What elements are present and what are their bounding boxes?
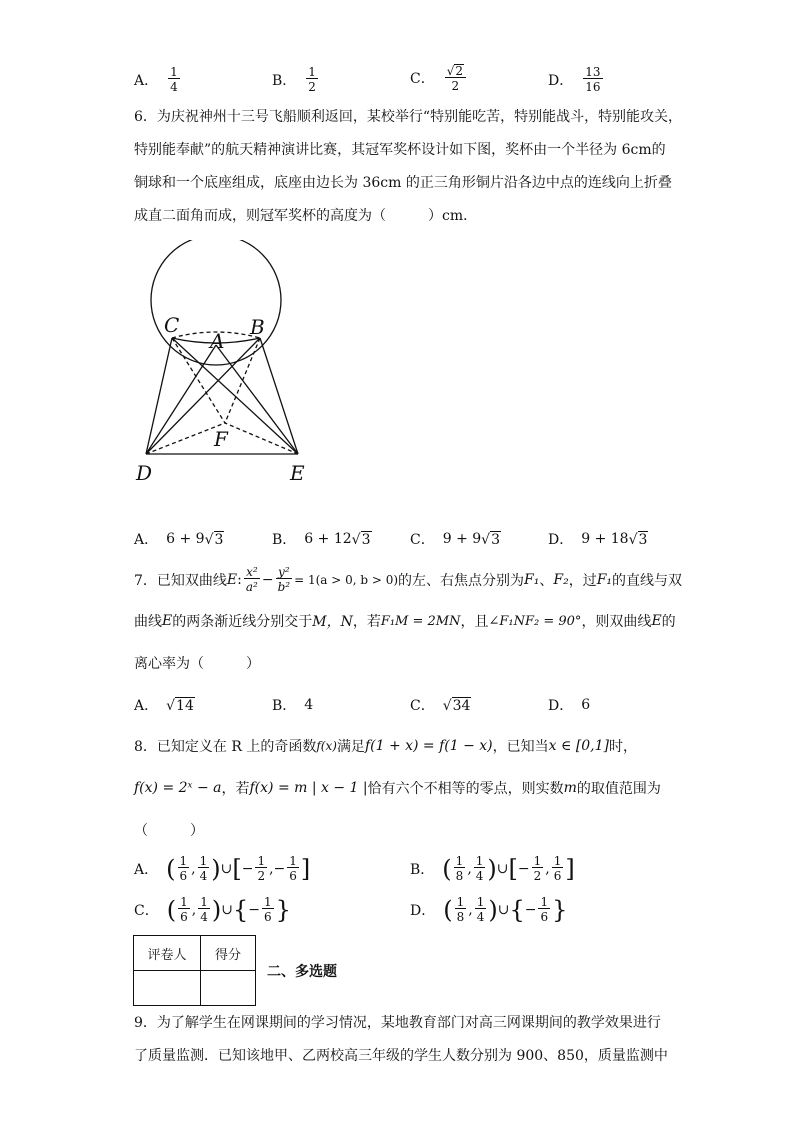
math-e: E <box>651 613 662 629</box>
math-m: m <box>563 780 577 796</box>
denominator: b² <box>277 580 291 594</box>
union: ∪ <box>496 860 509 877</box>
q6-line-3: 铜球和一个底座组成，底座由边长为 36cm 的正三角形铜片沿各边中点的连线向上折叠 <box>134 175 672 191</box>
denominator: 6 <box>180 910 188 924</box>
q6-line-4: 成直二面角而成，则冠军奖杯的高度为（ ）cm． <box>134 208 478 224</box>
fraction <box>306 66 318 93</box>
minus: − <box>273 860 286 877</box>
option-letter: D． <box>548 72 574 89</box>
option-letter: A． <box>134 698 159 714</box>
q8-option-d: D． ( $\frac{1}{8}$ , $\frac{1}{4}$ ) ∪ { − $\frac{1}{6}$ } <box>410 895 568 924</box>
paren-open: ( <box>442 854 452 883</box>
union: ∪ <box>220 860 233 877</box>
text: 的左、右焦点分别为 <box>398 572 525 589</box>
radicand: 14 <box>176 697 194 714</box>
radicand: 34 <box>452 697 471 714</box>
text: 满足 <box>336 739 365 755</box>
edge-bf <box>225 338 260 423</box>
paren-open: ( <box>166 854 176 883</box>
q6-line-1: 6．为庆祝神州十三号飞船顺利返回，某校举行“特别能吃苦，特别能战斗，特别能攻关， <box>134 109 683 125</box>
fraction <box>198 896 210 923</box>
text: ，已知当 <box>492 739 549 755</box>
fraction <box>583 66 602 93</box>
numerator: 1 <box>289 854 297 868</box>
option-text: 6 + 12 <box>304 531 352 547</box>
q6-option-a <box>134 529 224 549</box>
q5-option-a <box>134 66 182 93</box>
minus: − <box>524 901 537 918</box>
brace-open: { <box>509 895 525 924</box>
text: 的直线与双 <box>612 572 683 589</box>
option-letter: D． <box>410 902 436 919</box>
text: 的 <box>661 614 676 630</box>
equation: f(1 + x) = f(1 − x) <box>364 738 493 754</box>
denominator: 2 <box>533 869 542 883</box>
numerator: x² <box>246 565 258 579</box>
section-title: 二、多选题 <box>267 964 337 980</box>
minus: − <box>517 860 530 877</box>
text: ，且 <box>460 614 489 630</box>
denominator: 6 <box>263 910 272 924</box>
q7-option-a <box>134 695 195 715</box>
text: 8．已知定义在 R 上的奇函数 <box>134 739 317 755</box>
numerator: 1 <box>199 854 208 868</box>
fraction-x <box>244 566 260 593</box>
bracket-close: ] <box>300 854 311 883</box>
text: 恰有六个不相等的零点，则实数 <box>367 781 564 797</box>
sqrt-sign: √ 3 <box>204 531 224 548</box>
fraction <box>178 896 190 923</box>
grader-cell <box>134 971 201 1006</box>
brace-open: { <box>232 895 249 924</box>
trophy-figure <box>130 240 330 490</box>
label-a: A <box>210 329 225 353</box>
radicand: 3 <box>214 531 224 548</box>
fraction <box>445 64 466 92</box>
q7-line-3: 离心率为（ ） <box>134 656 260 672</box>
equation: f(x) = 2ˣ − a <box>134 780 222 796</box>
fraction <box>178 855 190 882</box>
paren-open: ( <box>166 895 177 924</box>
paren-close: ) <box>487 854 497 883</box>
label-f: F <box>214 427 228 451</box>
math-mn: M，N <box>312 614 353 630</box>
q7-option-c <box>410 695 471 715</box>
minus: − <box>248 901 260 918</box>
q7-option-d <box>548 695 590 715</box>
grader-header: 评卷人 <box>134 936 201 971</box>
q6-option-b <box>272 529 372 549</box>
text: ，若 <box>221 781 250 797</box>
q7-line-2 <box>134 611 676 631</box>
option-letter: D． <box>548 698 574 714</box>
radicand: 3 <box>491 531 501 548</box>
radicand: 3 <box>361 531 371 548</box>
option-letter: C． <box>410 698 435 714</box>
denominator: 16 <box>585 80 601 94</box>
q8-option-b: B． ( $\frac{1}{8}$ , $\frac{1}{4}$ ) ∪ [ − $\frac{1}{2}$ , $\frac{1}{6}$ ] <box>410 854 575 883</box>
bracket-open: [ <box>508 854 518 883</box>
text: 曲线 <box>134 614 162 630</box>
paren-open: ( <box>443 895 453 924</box>
option-letter: D． <box>548 532 574 548</box>
sqrt-sign: √ 34 <box>442 697 471 714</box>
option-letter: B． <box>272 698 297 714</box>
fraction <box>455 896 467 923</box>
math-f1: F₁ <box>596 571 613 588</box>
numerator: y² <box>278 565 290 579</box>
numerator: 1 <box>180 895 188 909</box>
numerator: 1 <box>456 895 465 909</box>
label-c: C <box>164 313 180 337</box>
q9-line-1: 9．为了解学生在网课期间的学习情况，某地教育部门对高三网课期间的教学效果进行 <box>134 1015 661 1031</box>
brace-close: } <box>552 895 568 924</box>
fraction <box>262 896 274 923</box>
numerator: 1 <box>170 65 178 79</box>
text: 的取值范围为 <box>576 781 661 797</box>
minus: − <box>261 571 274 588</box>
option-text: 9 + 9 <box>442 531 482 547</box>
text: ，若 <box>352 614 381 630</box>
q8-option-a: A． ( $\frac{1}{6}$ , $\frac{1}{4}$ ) ∪ [ − $\frac{1}{2}$ , − $\frac{1}{6}$ ] <box>134 854 311 883</box>
paren-close: ) <box>211 895 222 924</box>
option-letter: C． <box>134 902 159 919</box>
equation: f(x) = m | x − 1 | <box>249 780 368 796</box>
numerator: 13 <box>585 65 601 79</box>
text: 、 <box>539 572 554 589</box>
option-letter: A． <box>134 532 159 548</box>
text: 7．已知双曲线 <box>134 572 227 589</box>
fraction <box>538 896 550 923</box>
option-text: 9 + 18 <box>581 531 629 547</box>
fraction <box>168 66 180 93</box>
denominator: 4 <box>475 869 484 883</box>
q5-option-d <box>548 66 605 93</box>
q7-option-b <box>272 695 313 715</box>
minus: − <box>241 860 254 877</box>
domain: x ∈ [0,1] <box>548 738 610 754</box>
angle-equation: ∠F₁NF₂ = 90° <box>488 613 582 629</box>
denominator: 4 <box>200 910 208 924</box>
numerator <box>445 64 466 78</box>
numerator: 1 <box>200 895 208 909</box>
brace-close: } <box>275 895 291 924</box>
sqrt-sign: √ 3 <box>351 531 371 548</box>
radicand: 3 <box>638 531 648 548</box>
sqrt-sign: √ 14 <box>166 697 194 714</box>
paren-close: ) <box>488 895 498 924</box>
numerator: 1 <box>257 854 266 868</box>
fraction <box>475 896 487 923</box>
q6-option-d <box>548 529 648 549</box>
text: ，则双曲线 <box>581 614 652 630</box>
label-b: B <box>250 315 265 339</box>
fraction <box>255 855 267 882</box>
option-letter: C． <box>410 532 435 548</box>
edge-da <box>146 345 216 454</box>
bracket-open: [ <box>232 854 242 883</box>
q7-line-1 <box>134 566 682 593</box>
option-text: 6 + 9 <box>166 531 205 547</box>
score-cell <box>201 971 256 1006</box>
denominator: 6 <box>179 869 188 883</box>
numerator: 1 <box>553 854 562 868</box>
numerator: 1 <box>540 895 549 909</box>
vector-equation: F₁M = 2MN <box>380 613 461 629</box>
union: ∪ <box>497 901 510 918</box>
option-letter: B． <box>272 532 297 548</box>
option-letter: A． <box>134 861 159 878</box>
fraction <box>454 855 466 882</box>
score-table <box>133 935 256 1006</box>
q5-option-b <box>272 66 320 93</box>
numerator: 1 <box>475 854 484 868</box>
q8-option-c: C． ( $\frac{1}{6}$ , $\frac{1}{4}$ ) ∪ { − $\frac{1}{6}$ } <box>134 895 291 924</box>
denominator: 8 <box>456 910 465 924</box>
denominator: 4 <box>199 869 208 883</box>
sqrt-sign: √ 2 <box>446 64 464 78</box>
bracket-close: ] <box>565 854 575 883</box>
math-e: E <box>226 571 238 588</box>
sqrt-sign: √ 3 <box>481 531 501 548</box>
q8-line-3: （ ） <box>134 823 204 839</box>
radicand: 2 <box>455 64 464 78</box>
sqrt-sign: √ 3 <box>628 531 648 548</box>
math-e: E <box>162 613 173 629</box>
label-d: D <box>136 461 153 485</box>
fraction <box>474 855 486 882</box>
option-text: 6 <box>581 697 591 713</box>
option-letter: B． <box>410 861 435 878</box>
q9-line-2: 了质量监测．已知该地甲、乙两校高三年级的学生人数分别为 900、850，质量监测中 <box>134 1048 668 1064</box>
equation: = 1(a > 0, b > 0) <box>294 572 399 587</box>
denominator: 4 <box>170 80 178 94</box>
fraction <box>198 855 210 882</box>
edge-ea <box>216 345 298 454</box>
fraction <box>552 855 564 882</box>
option-letter: C． <box>410 71 435 87</box>
denominator: 2 <box>308 80 316 94</box>
union: ∪ <box>221 901 233 918</box>
denominator: 2 <box>257 869 266 883</box>
denominator: 4 <box>476 910 485 924</box>
label-e: E <box>290 461 305 485</box>
text: ，过 <box>568 572 597 589</box>
fraction-y <box>276 566 293 593</box>
denominator: a² <box>245 580 258 594</box>
edge-dc <box>146 338 172 454</box>
denominator: 6 <box>540 910 549 924</box>
text: 时， <box>609 739 638 755</box>
q6-line-2: 特别能奉献”的航天精神演讲比赛，其冠军奖杯设计如下图，奖杯由一个半径为 6cm的 <box>134 142 666 158</box>
text: 的两条渐近线分别交于 <box>172 614 313 630</box>
score-header: 得分 <box>201 936 256 971</box>
paren-close: ) <box>211 854 221 883</box>
q8-line-2 <box>134 778 661 798</box>
fraction <box>532 855 544 882</box>
option-letter: B． <box>272 72 297 89</box>
option-text: 4 <box>304 697 314 713</box>
q6-option-c <box>410 529 501 549</box>
numerator: 1 <box>263 895 272 909</box>
denominator: 8 <box>455 869 464 883</box>
numerator: 1 <box>476 895 485 909</box>
denominator: 6 <box>553 869 562 883</box>
numerator: 1 <box>533 854 542 868</box>
math-fx: f(x) <box>316 739 337 753</box>
numerator: 1 <box>308 65 316 79</box>
numerator: 1 <box>179 854 188 868</box>
q6-text <box>134 101 683 233</box>
option-letter: A． <box>134 72 159 89</box>
math-f1: F₁ <box>524 571 540 588</box>
q8-line-1 <box>134 736 637 756</box>
q5-option-c <box>410 64 468 92</box>
edge-db <box>146 338 260 454</box>
q9-text <box>134 1007 668 1073</box>
numerator: 1 <box>455 854 464 868</box>
fraction <box>287 855 299 882</box>
denominator: 6 <box>289 869 297 883</box>
colon: : <box>237 571 242 588</box>
denominator: 2 <box>451 79 460 93</box>
math-f2: F₂ <box>553 571 569 588</box>
